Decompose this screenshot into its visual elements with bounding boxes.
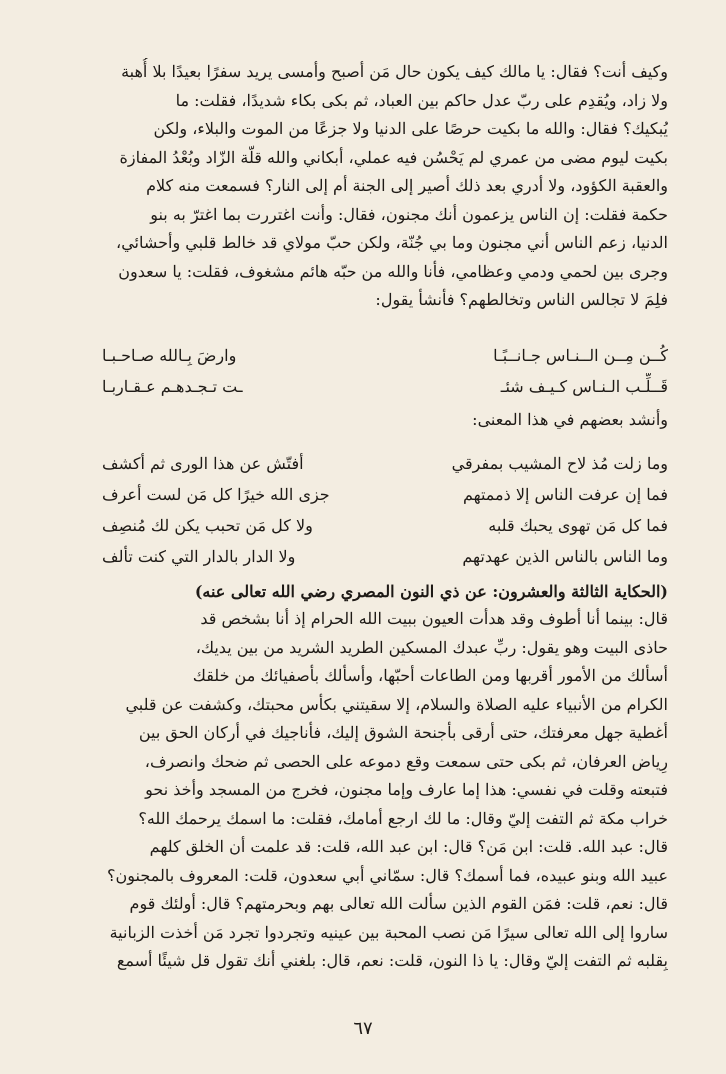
verse — [70, 450, 668, 481]
verse-first-hemistich: وما الناس بالناس الذين عهدتهم — [462, 547, 668, 566]
text-line: حاذى البيت وهو يقول: ربِّ عبدك المسكين الطريد الشريد من بين يديك، — [195, 637, 668, 657]
verse-first-hemistich: فما كل مَن تهوى يحبك قلبه — [488, 516, 668, 535]
verse — [70, 512, 668, 543]
text-line: قال: نعم، قلت: فمَن القوم الذين سألت الله تعالى بهم وبحرمتهم؟ قال: أولئك قوم — [129, 894, 668, 913]
text-line: قال: عبد الله. قلت: ابن مَن؟ قال: ابن عبد الله، قلت: قد علمت أن الخلق كلهم — [149, 837, 668, 856]
verse — [70, 373, 668, 404]
text-line: والعقبة الكؤود، ولا أدري بعد ذلك أصير إلى الجنة أم إلى النار؟ فسمعت منه كلام — [146, 176, 668, 195]
text-line: يُبكيك؟ فقال: والله ما بكيت حرصًا على الدنيا ولا جزعًا من الموت والبلاء، ولكن — [153, 119, 668, 138]
text-line: ساروا إلى الله تعالى سيرًا مَن نصب المحبة بين عينيه وتجردوا تجرد مَن أخذت الزبانية — [109, 922, 668, 942]
text-line: وجرى بين لحمي ودمي وعظامي، فأنا والله من حبّه هائم مشغوف، فقلت: يا سعدون — [118, 261, 668, 281]
text-line: بِقلبه ثم التفت إليّ وقال: يا ذا النون، قلت: نعم، قال: بلغني أنك تقول قل شيئًا أسمع — [116, 951, 668, 970]
poem-one — [70, 342, 668, 404]
verse-second-hemistich: وارضَ بِـالله صـاحـبـا — [102, 346, 237, 365]
verse-second-hemistich: أفتّش عن هذا الورى ثم أكشف — [102, 454, 304, 473]
verse-first-hemistich: كُــن مِــن الــنـاس جـانــبًـا — [493, 346, 668, 365]
paragraph-bottom — [70, 605, 668, 976]
text-line: خراب مكة ثم التفت إليّ وقال: ما لك ارجع أمامك، فقلت: ما اسمك يرحمك الله؟ — [138, 808, 668, 828]
text-line: ولا زاد، ويُقدِم على ربّ عدل حاكم بين العباد، ثم بكى بكاء شديدًا، فقلت: ما — [175, 90, 668, 110]
text-line: أغطية جهل معرفتك، حتى أرقى بأجنحة الشوق إليك، فأناجيك في أركان الحق بين — [138, 723, 668, 742]
verse-second-hemistich: ولا الدار بالدار التي كنت تألف — [102, 547, 296, 566]
text-line: حكمة فقلت: إن الناس يزعمون أنك مجنون، فقال: وأنت اغتررت بما اغترّ به بنو — [150, 204, 668, 224]
text-line: أسألك من الأمور أقربها ومن الطاعات أحبّها، وأسألك بأصفيائك من خلقك — [192, 666, 668, 685]
text-line: الكرام من الأنبياء عليه الصلاة والسلام، إلا سقيتني بكأس محبتك، وكشفت عن قلبي — [125, 694, 668, 714]
page-number: ٦٧ — [353, 1018, 373, 1039]
text-line: قال: بينما أنا أطوف وقد هدأت العيون ببيت الله الحرام إذ أنا بشخص قد — [200, 609, 668, 628]
text-line: رِياض العرفان، ثم بكى حتى سمعت وقع دموعه على الحصى ثم ضحك وانصرف، — [144, 751, 668, 771]
verse-second-hemistich: ـت تـجـدهـم عـقـاربـا — [102, 377, 243, 396]
verse — [70, 342, 668, 373]
verse-second-hemistich: ولا كل مَن تحبب يكن لك مُنصِف — [102, 516, 313, 535]
poem-intro: وأنشد بعضهم في هذا المعنى: — [472, 410, 668, 429]
verse-first-hemistich: وما زلت مُذ لاح المشيب بمفرقي — [451, 454, 668, 473]
verse-first-hemistich: فما إن عرفت الناس إلا ذممتهم — [462, 485, 668, 504]
section-heading: (الحكاية الثالثة والعشرون: عن ذي النون المصري رضي الله تعالى عنه) — [194, 582, 668, 601]
verse — [70, 543, 668, 574]
paragraph-top — [70, 58, 668, 315]
text-line: فتبعته وقلت في نفسي: هذا إما عارف وإما مجنون، فخرج من المسجد وأخذ نحو — [145, 780, 668, 799]
verse-first-hemistich: قَــلِّـب الـنـاس كـيـف شئـ — [500, 377, 668, 396]
poem-two — [70, 450, 668, 574]
verse-second-hemistich: جزى الله خيرًا كل مَن لست أعرف — [102, 485, 330, 504]
text-line: الدنيا، زعم الناس أني مجنون وما بي جُنّة، ولكن حبّ مولاي قد خالط قلبي وأحشائي، — [116, 233, 668, 252]
text-line: وكيف أنت؟ فقال: يا مالك كيف يكون حال مَن أصبح وأمسى يريد سفرًا بعيدًا بلا أُهبة — [121, 62, 668, 81]
verse — [70, 481, 668, 512]
text-line: عبيد الله وبنو عبيده، فما أسمك؟ قال: سمّاني أبي سعدون، قلت: المعروف بالمجنون؟ — [107, 865, 668, 885]
text-line: بكيت ليوم مضى من عمري لم يَحْسُن فيه عملي، أبكاني والله قلّة الزّاد وبُعْدُ المفازة — [119, 147, 668, 167]
text-line: فلِمَ لا تجالس الناس وتخالطهم؟ فأنشأ يقول: — [375, 290, 668, 309]
